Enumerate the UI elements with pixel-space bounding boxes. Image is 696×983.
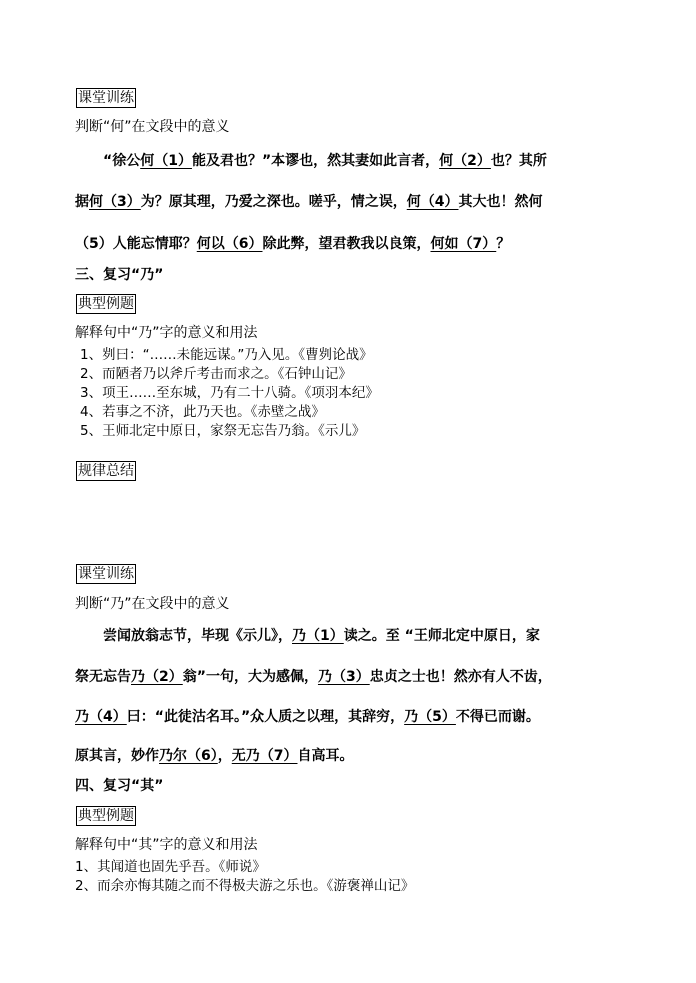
section-box-label: 典型例题	[78, 296, 134, 312]
passage-text: ，	[217, 748, 232, 764]
example-list	[75, 858, 414, 896]
passage-line	[75, 150, 547, 170]
blank-term: 乃（1）	[292, 628, 344, 644]
list-item: 4、若事之不济，此乃天也。《赤壁之战》	[80, 404, 325, 420]
passage-text: 也？其所	[490, 153, 547, 169]
exercise-prompt: 解释句中“乃”字的意义和用法	[75, 325, 258, 341]
passage-line	[75, 706, 540, 726]
passage-text: 翁”一句，大为感佩，	[182, 669, 318, 685]
list-item: 1、刿曰：“……未能远谋。”乃入见。《曹刿论战》	[80, 347, 373, 363]
passage-text: 能及君也？”本谬也，然其妻如此言者，	[191, 153, 440, 169]
section-box-label: 课堂训练	[78, 90, 134, 106]
list-item: 5、王师北定中原日，家祭无忘告乃翁。《示儿》	[80, 423, 366, 439]
passage-text: ？	[496, 236, 511, 252]
passage-text: （5）人能忘情耶？	[75, 236, 197, 252]
passage-text: 曰：“此徒沽名耳。”众人质之以理，其辞穷，	[126, 709, 405, 725]
passage-text: “徐公	[75, 153, 141, 169]
passage-text: 忠贞之士也！然亦有人不齿，	[369, 669, 552, 685]
example-list	[80, 346, 379, 441]
list-item: 2、而陋者乃以斧斤考击而求之。《石钟山记》	[80, 366, 352, 382]
passage-line	[75, 233, 510, 253]
list-item: 2、而余亦悔其随之而不得极夫游之乐也。《游褒禅山记》	[75, 878, 415, 894]
exercise-prompt: 判断“何”在文段中的意义	[75, 119, 230, 135]
list-item: 3、项王……至东城，乃有二十八骑。《项羽本纪》	[80, 385, 379, 401]
exercise-prompt: 判断“乃”在文段中的意义	[75, 596, 230, 612]
blank-term: 何（4）	[406, 194, 459, 210]
list-item: 1、其闻道也固先乎吾。《师说》	[75, 859, 266, 875]
blank-term: 何如（7）	[430, 236, 497, 252]
passage-line	[75, 625, 540, 645]
passage-text: 祭无忘告	[75, 669, 131, 685]
passage-text: 尝闻放翁志节，毕现《示儿》，	[75, 628, 292, 644]
passage-line	[75, 745, 354, 765]
passage-text: 原其言，妙作	[75, 748, 159, 764]
passage-text: 不得已而谢。	[455, 709, 540, 725]
section-box-label: 典型例题	[78, 808, 134, 824]
passage-text: 读之。至 “王师北定中原日，家	[343, 628, 540, 644]
blank-term: 乃（2）	[131, 669, 183, 685]
blank-term: 乃尔（6）	[159, 748, 218, 764]
blank-term: 何（3）	[89, 194, 141, 210]
blank-term: 何以（6）	[196, 236, 263, 252]
blank-term: 无乃（7）	[231, 748, 298, 764]
passage-text: 据	[75, 194, 89, 210]
blank-term: 乃（4）	[75, 709, 127, 725]
exercise-prompt: 解释句中“其”字的意义和用法	[75, 837, 258, 853]
passage-text: 自高耳。	[297, 748, 354, 764]
blank-term: 何（2）	[439, 153, 491, 169]
section-heading: 四、复习“其”	[75, 778, 164, 794]
blank-term: 乃（3）	[317, 669, 370, 685]
passage-line	[75, 666, 552, 686]
blank-term: 乃（5）	[404, 709, 456, 725]
blank-term: 何（1）	[140, 153, 192, 169]
passage-text: 其大也！然何	[458, 194, 543, 210]
passage-line	[75, 191, 543, 211]
passage-text: 除此弊，望君教我以良策，	[262, 236, 431, 252]
passage-text: 为？原其理，乃爱之深也。嗟乎，情之误，	[140, 194, 407, 210]
section-box-label: 课堂训练	[78, 566, 134, 582]
section-heading: 三、复习“乃”	[75, 267, 164, 283]
summary-box-label: 规律总结	[78, 463, 134, 479]
